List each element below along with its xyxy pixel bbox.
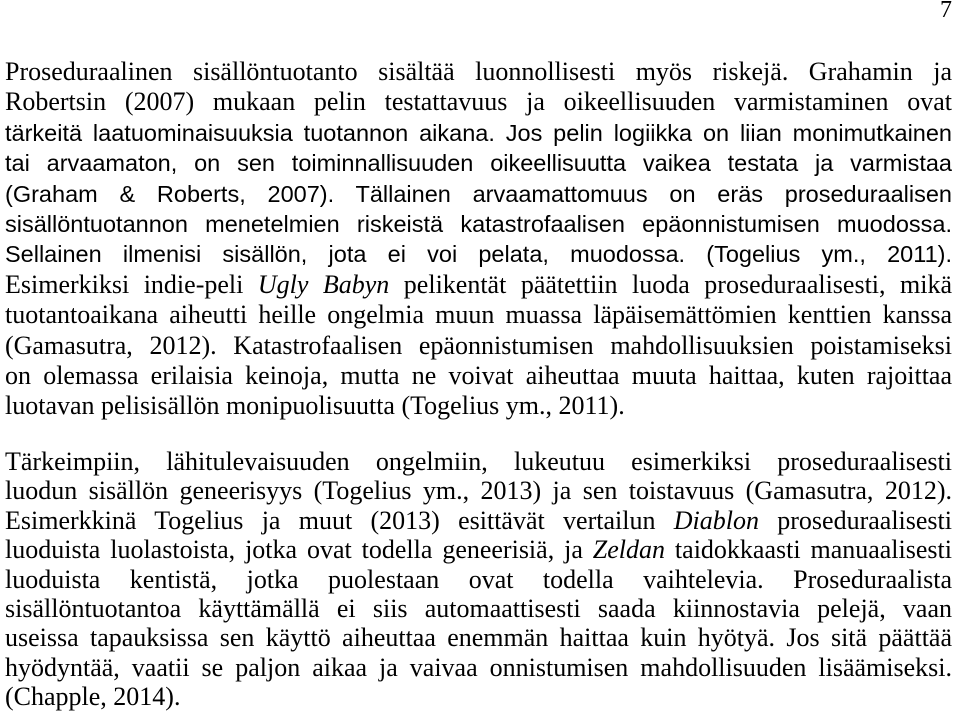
text-line: tai arvaamaton, on sen toiminnallisuuden oikeellisuutta vaikea testata ja varmistaa [5, 150, 952, 177]
text-line: luodun sisällön geneerisyys (Togelius ym., 2013) ja sen toistavuus (Gamasutra, 2012). [5, 476, 952, 506]
text-line: useissa tapauksissa sen käyttö aiheuttaa enemmän haittaa kuin hyötyä. Jos sitä päättää [5, 623, 952, 653]
text-line: on olemassa erilaisia keinoja, mutta ne voivat aiheuttaa muuta haittaa, kuten rajoittaa [5, 360, 952, 390]
text-segment: pelikentät päätettiin luoda proseduraalisesti, mikä [389, 269, 952, 299]
text-line: hyödyntää, vaatii se paljon aikaa ja vaivaa onnistumisen mahdollisuuden lisäämiseksi. [5, 652, 952, 682]
text-line: (Chapple, 2014). [5, 682, 181, 712]
text-line: luoduista kentistä, jotka puolestaan ovat todella vaihtelevia. Proseduraalista [5, 564, 952, 594]
text-line: (Graham & Roberts, 2007). Tällainen arvaamattomuus on eräs proseduraalisen [5, 180, 952, 207]
text-line: tuotantoaikana aiheutti heille ongelmia muun muassa läpäisemättömien kenttien kanssa [5, 300, 952, 330]
page-number: 7 [940, 0, 952, 23]
text-line: Sellainen ilmenisi sisällön, jota ei voi pelata, muodossa. (Togelius ym., 2011). [5, 241, 952, 268]
text-segment: luoduista luolastoista, jotka ovat todella geneerisiä, ja [5, 535, 593, 565]
text-line: Tärkeimpiin, lähitulevaisuuden ongelmiin, lukeutuu esimerkiksi proseduraalisesti [5, 447, 952, 476]
text-line: Proseduraalinen sisällöntuotanto sisältää luonnollisesti myös riskejä. Grahamin ja [5, 57, 952, 86]
text-line [5, 535, 952, 564]
text-line: (Gamasutra, 2012). Katastrofaalisen epäonnistumisen mahdollisuuksien poistamiseksi [5, 330, 952, 360]
paragraph [5, 57, 952, 422]
game-title: Ugly Babyn [257, 269, 390, 299]
text-line: sisällöntuotannon menetelmien riskeistä katastrofaalisen epäonnistumisen muodossa. [5, 210, 952, 237]
text-line: luotavan pelisisällön monipuolisuutta (Togelius ym., 2011). [5, 391, 625, 421]
paragraph [5, 447, 952, 712]
text-segment: Esimerkkinä Togelius ja muut (2013) esittävät vertailun [5, 505, 674, 535]
game-title: Diablon [673, 505, 759, 535]
text-segment: taidokkaasti manuaalisesti [665, 535, 952, 565]
text-line: tärkeitä laatuominaisuuksia tuotannon aikana. Jos pelin logiikka on liian monimutkainen [5, 119, 952, 146]
text-line: Robertsin (2007) mukaan pelin testattavuus ja oikeellisuuden varmistaminen ovat [5, 87, 952, 117]
text-line: sisällöntuotantoa käyttämällä ei siis automaattisesti saada kiinnostavia pelejä, vaan [5, 593, 952, 623]
game-title: Zeldan [592, 535, 666, 565]
text-segment: Esimerkiksi indie-peli [5, 269, 258, 299]
text-line [5, 506, 952, 535]
text-line [5, 270, 952, 300]
text-segment: proseduraalisesti [758, 505, 952, 535]
